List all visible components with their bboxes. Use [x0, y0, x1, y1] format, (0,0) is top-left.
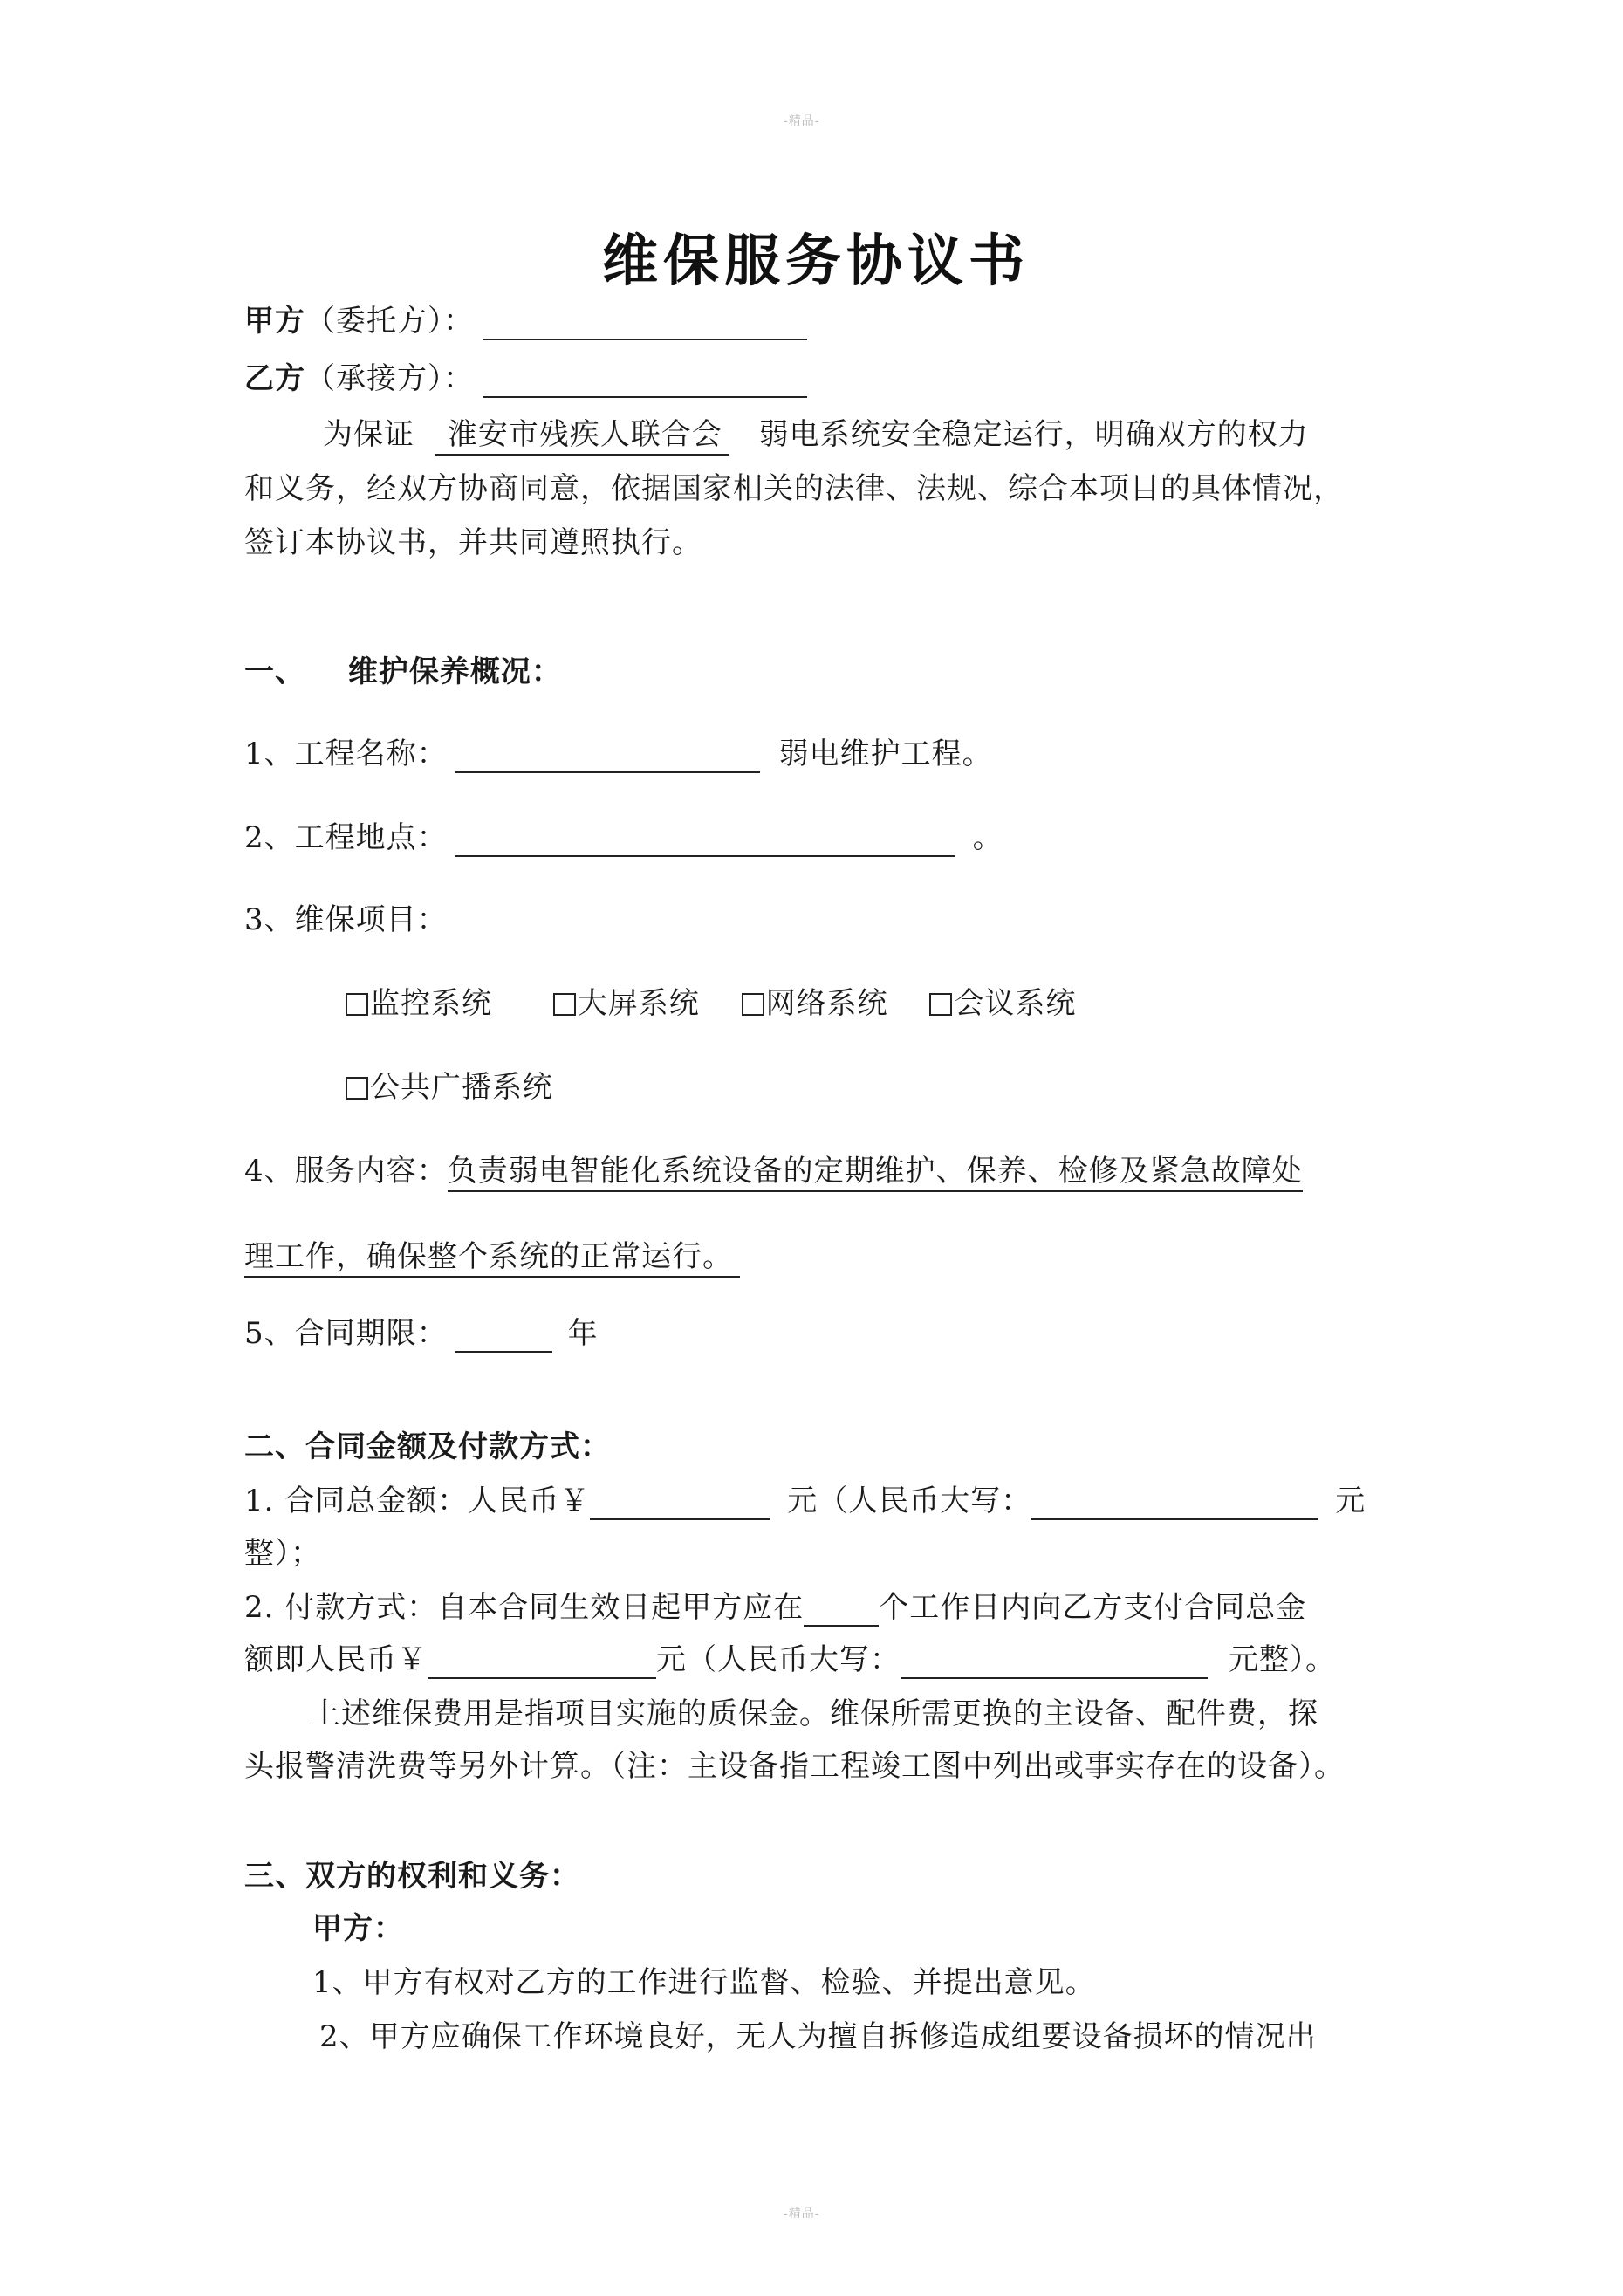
service-content-text-1: 负责弱电智能化系统设备的定期维护、保养、检修及紧急故障处 — [448, 1154, 1303, 1192]
system-option-label: 会议系统 — [954, 986, 1077, 1021]
intro-lead: 为保证 — [323, 417, 414, 452]
system-option-conference[interactable] — [929, 984, 1076, 1023]
payment-amount-capital-label: 元（人民币大写： — [656, 1642, 901, 1677]
system-option-label: 监控系统 — [370, 986, 492, 1021]
total-amount-capital-field[interactable] — [1031, 1484, 1318, 1520]
project-name-field[interactable] — [455, 737, 760, 773]
payment-method-line-2 — [244, 1641, 1336, 1679]
header-watermark: -精品- — [784, 114, 820, 128]
service-content-text-2: 理工作，确保整个系统的正常运行。 — [244, 1239, 740, 1278]
total-amount-field[interactable] — [590, 1484, 770, 1520]
section-1-title: 维护保养概况： — [347, 655, 562, 689]
system-option-label: 大屏系统 — [577, 986, 700, 1021]
system-option-public-broadcast[interactable] — [346, 1068, 553, 1107]
total-amount-line-2: 整）； — [244, 1536, 321, 1571]
party-a-right-2: 2、甲方应确保工作环境良好，无人为擅自拆修造成组要设备损坏的情况出 — [319, 2019, 1317, 2054]
project-name-label: 1、工程名称： — [244, 737, 448, 771]
party-b-line — [244, 360, 807, 398]
maintenance-items-label: 3、维保项目： — [244, 902, 448, 937]
project-location-label: 2、工程地点： — [244, 820, 448, 855]
section-3-heading: 三、双方的权利和义务： — [244, 1859, 580, 1894]
checkbox-icon[interactable] — [346, 993, 368, 1016]
total-amount-label: 1. 合同总金额：人民币￥ — [244, 1484, 591, 1518]
checkbox-icon[interactable] — [346, 1077, 368, 1100]
checkbox-icon[interactable] — [553, 993, 576, 1016]
party-b-label: 乙方 — [244, 361, 305, 396]
payment-amount-end: 元整）。 — [1229, 1642, 1336, 1677]
payment-amount-label: 额即人民币￥ — [244, 1642, 428, 1677]
system-option-label: 网络系统 — [765, 986, 888, 1021]
systems-row-2 — [346, 1068, 553, 1107]
system-option-monitoring[interactable] — [346, 984, 492, 1023]
payment-method-line-1 — [244, 1588, 1306, 1627]
payment-days-field[interactable] — [804, 1590, 879, 1627]
party-a-role: （委托方）： — [305, 304, 474, 339]
party-a-subheading: 甲方： — [312, 1911, 404, 1946]
system-option-label: 公共广播系统 — [370, 1070, 553, 1105]
payment-amount-field[interactable] — [428, 1642, 656, 1679]
total-amount-yuan: 元 — [1335, 1484, 1366, 1518]
payment-method-label: 2. 付款方式：自本合同生效日起甲方应在 — [244, 1590, 805, 1625]
section-1-number: 一、 — [244, 655, 305, 689]
intro-line-1-rest: 弱电系统安全稳定运行，明确双方的权力 — [758, 417, 1309, 452]
total-amount-line — [244, 1482, 1366, 1520]
total-amount-capital-label: 元（人民币大写： — [787, 1484, 1032, 1518]
contract-term-field[interactable] — [455, 1316, 552, 1353]
contract-term-suffix: 年 — [567, 1316, 599, 1351]
project-name-line — [244, 735, 993, 773]
section-2-heading: 二、合同金额及付款方式： — [244, 1429, 611, 1464]
systems-row-1 — [346, 984, 1076, 1023]
system-option-big-screen[interactable] — [553, 984, 700, 1023]
payment-amount-capital-field[interactable] — [901, 1642, 1208, 1679]
contract-term-line — [244, 1314, 599, 1353]
party-a-line — [244, 302, 807, 340]
project-location-suffix: 。 — [972, 820, 1003, 855]
party-a-field[interactable] — [483, 304, 807, 340]
party-a-label: 甲方 — [244, 304, 305, 339]
fee-note-line-2: 头报警清洗费等另外计算。（注：主设备指工程竣工图中列出或事实存在的设备）。 — [244, 1749, 1345, 1784]
intro-line-1 — [323, 415, 1309, 454]
intro-line-2: 和义务，经双方协商同意，依据国家相关的法律、法规、综合本项目的具体情况， — [244, 471, 1344, 506]
project-location-field[interactable] — [455, 820, 955, 857]
section-1-heading — [244, 653, 562, 691]
project-location-line — [244, 819, 1003, 857]
party-b-role: （承接方）： — [305, 361, 474, 396]
payment-method-text: 个工作日内向乙方支付合同总金 — [879, 1590, 1307, 1625]
checkbox-icon[interactable] — [742, 993, 764, 1016]
project-name-suffix: 弱电维护工程。 — [778, 737, 993, 771]
service-content-line-1 — [244, 1152, 1303, 1190]
service-content-line-2 — [244, 1237, 740, 1276]
footer-watermark: -精品- — [784, 2207, 820, 2221]
intro-organization: 淮安市残疾人联合会 — [435, 417, 729, 456]
checkbox-icon[interactable] — [929, 993, 952, 1016]
contract-term-label: 5、合同期限： — [244, 1316, 448, 1351]
document-title: 维保服务协议书 — [602, 229, 1030, 294]
party-b-field[interactable] — [483, 361, 807, 398]
party-a-right-1: 1、甲方有权对乙方的工作进行监督、检验、并提出意见。 — [312, 1965, 1096, 2000]
fee-note-line-1: 上述维保费用是指项目实施的质保金。维保所需更换的主设备、配件费，探 — [311, 1696, 1318, 1731]
system-option-network[interactable] — [742, 984, 888, 1023]
service-content-label: 4、服务内容： — [244, 1154, 448, 1189]
intro-line-3: 签订本协议书，并共同遵照执行。 — [244, 525, 702, 560]
